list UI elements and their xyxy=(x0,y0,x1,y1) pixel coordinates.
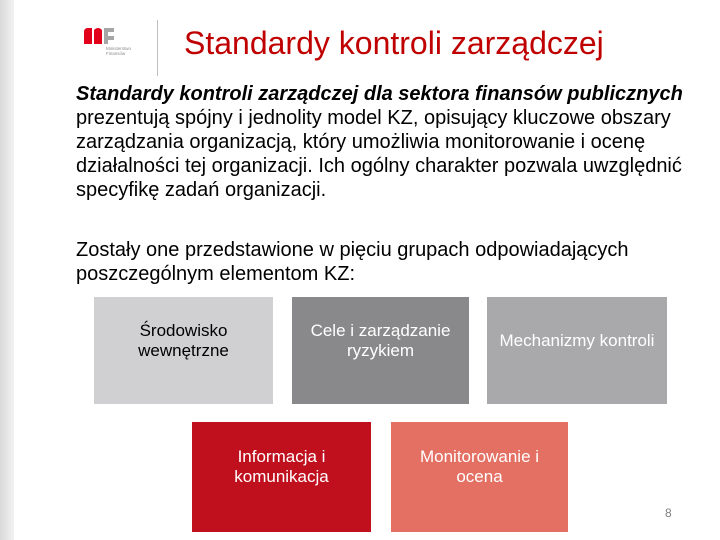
group-box-internal-environment xyxy=(94,297,273,404)
group-label: Monitorowanie i ocena xyxy=(419,447,540,486)
group-label: Mechanizmy kontroli xyxy=(499,330,655,350)
page-number: 8 xyxy=(665,506,672,520)
intro-emphasis: Standardy kontroli zarządczej dla sektora finansów publicznych xyxy=(76,83,683,105)
group-box-information-communication xyxy=(192,422,371,532)
logo-line-1: Ministerstwo xyxy=(106,46,132,51)
mf-logo-mark-icon xyxy=(84,24,124,46)
header-divider xyxy=(157,20,158,76)
logo-text xyxy=(106,46,131,56)
group-box-monitoring-evaluation xyxy=(391,422,568,532)
logo-line-2: Finansów xyxy=(106,51,126,56)
ministry-of-finance-logo xyxy=(84,24,146,74)
group-label: Cele i zarządzanie ryzykiem xyxy=(310,320,451,360)
left-decorative-strip xyxy=(0,0,14,540)
group-label: Środowisko wewnętrzne xyxy=(138,320,229,360)
groups-intro-paragraph: Zostały one przedstawione w pięciu grupach odpowiadających poszczególnym elementom KZ: xyxy=(76,239,629,285)
slide-title: Standardy kontroli zarządczej xyxy=(184,25,604,61)
group-label: Informacja i komunikacja xyxy=(234,447,329,486)
intro-paragraph xyxy=(76,82,716,202)
group-box-control-mechanisms xyxy=(487,297,667,404)
group-box-objectives-risk xyxy=(292,297,469,404)
intro-text: prezentują spójny i jednolity model KZ, opisujący kluczowe obszary zarządzania organizacją, który umożliwia monitorowanie i ocenę działalności tej organizacji. Ich ogólny charakter pozwala uwzględnić specyfikę zadań organizacji. xyxy=(76,107,682,201)
